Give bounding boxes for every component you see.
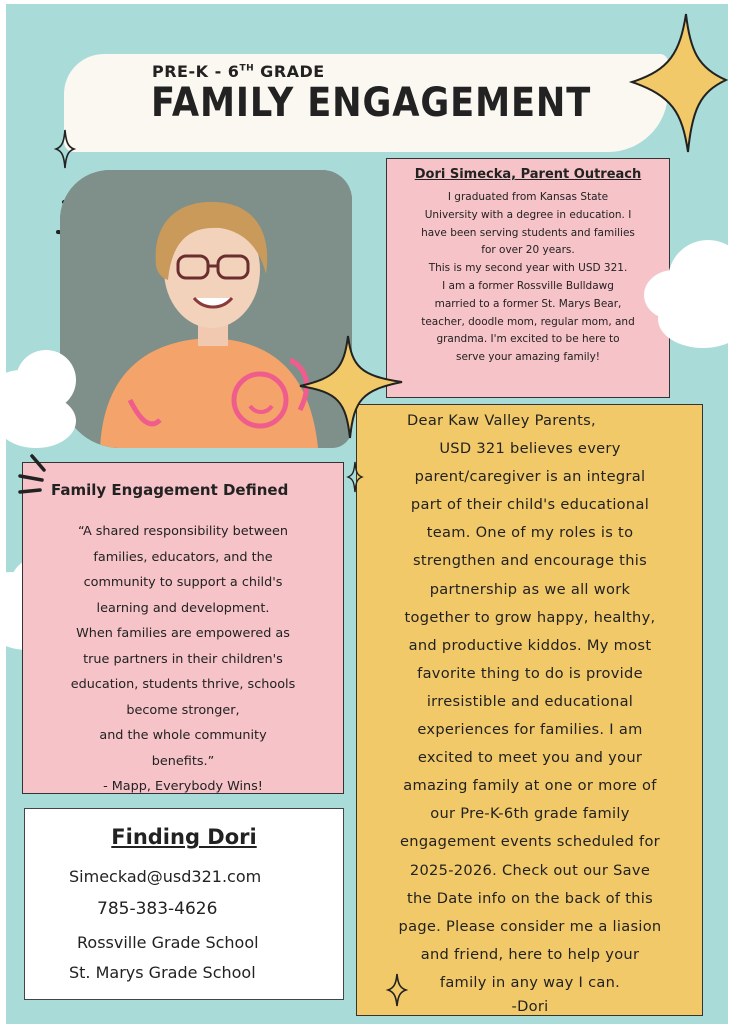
contact-title: Finding Dori <box>111 825 257 849</box>
definition-line: “A shared responsibility between <box>77 524 289 539</box>
letter-line: strengthen and encourage this <box>412 552 647 570</box>
bio-title: Dori Simecka, Parent Outreach <box>414 167 642 182</box>
letter-line: favorite thing to do is provide <box>417 664 643 682</box>
cloud-decoration <box>6 350 82 450</box>
bio-line: I graduated from Kansas State <box>447 191 609 203</box>
definition-line: community to support a child's <box>83 575 283 590</box>
definition-attribution: - Mapp, Everybody Wins! <box>103 779 263 794</box>
letter-line: and friend, here to help your <box>420 945 640 963</box>
star-icon <box>624 10 728 156</box>
page-title: FAMILY ENGAGEMENT <box>151 80 592 126</box>
bio-line: married to a former St. Marys Bear, <box>434 297 622 310</box>
cloud-decoration <box>638 240 728 350</box>
letter-line: and productive kiddos. My most <box>408 636 652 654</box>
letter-line: family in any way I can. <box>439 973 621 991</box>
bio-line: University with a degree in education. I <box>424 208 632 221</box>
letter-line: 2025-2026. Check out our Save <box>409 861 651 879</box>
definition-title: Family Engagement Defined <box>51 481 289 499</box>
sparkle-icon <box>386 972 408 1008</box>
definition-line: benefits.” <box>151 753 215 769</box>
letter-line: the Date info on the back of this <box>406 889 654 907</box>
definition-line: and the whole community <box>99 728 267 743</box>
definition-quote <box>27 519 339 800</box>
letter-line: team. One of my roles is to <box>426 524 634 542</box>
bio-line: have been serving students and families <box>421 226 635 239</box>
letter-line: parent/caregiver is an integral <box>414 468 646 486</box>
email-link[interactable]: Simeckad@usd321.com <box>69 867 262 886</box>
definition-line: When families are empowered as <box>76 626 290 641</box>
letter-signature: -Dori <box>511 997 549 1015</box>
sparkle-icon <box>346 460 364 494</box>
letter-line: irresistible and educational <box>426 692 634 710</box>
sparkle-icon <box>54 128 76 170</box>
bio-line: This is my second year with USD 321. <box>428 262 628 275</box>
bio-text <box>393 189 663 367</box>
letter-line: together to grow happy, healthy, <box>404 608 656 626</box>
definition-line: true partners in their children's <box>83 651 283 667</box>
letter-line: page. Please consider me a liasion <box>398 917 662 935</box>
definition-line: families, educators, and the <box>93 549 273 565</box>
letter-line: USD 321 believes every <box>439 440 621 458</box>
bio-line: I am a former Rossville Bulldawg <box>442 279 614 292</box>
grade-range: PRE-K - 6TH GRADE <box>152 62 325 81</box>
letter-line: part of their child's educational <box>410 496 650 514</box>
definition-card <box>22 462 344 794</box>
letter-greeting: Dear Kaw Valley Parents, <box>407 412 596 429</box>
definition-line: learning and development. <box>96 600 270 616</box>
letter-line: our Pre-K-6th grade family <box>430 805 630 823</box>
accent-lines-icon <box>14 452 54 498</box>
bio-line: grandma. I'm excited to be here to <box>436 333 620 346</box>
star-icon <box>296 332 406 442</box>
definition-line: become stronger, <box>126 702 240 718</box>
bio-line: serve your amazing family! <box>455 351 600 364</box>
definition-line: education, students thrive, schools <box>70 677 296 692</box>
letter-line: amazing family at one or more of <box>403 777 657 795</box>
letter-text <box>363 407 697 1017</box>
letter-line: excited to meet you and your <box>417 749 643 767</box>
letter-line: engagement events scheduled for <box>400 833 660 851</box>
letter-line: partnership as we all work <box>429 580 631 598</box>
school-name: St. Marys Grade School <box>69 963 256 982</box>
bio-line: for over 20 years. <box>481 244 575 257</box>
school-name: Rossville Grade School <box>77 933 259 952</box>
bio-line: teacher, doodle mom, regular mom, and <box>421 315 635 328</box>
contact-card <box>24 808 344 1000</box>
letter-card <box>356 404 703 1016</box>
phone-number[interactable]: 785-383-4626 <box>97 899 218 919</box>
bio-card <box>386 158 670 398</box>
letter-line: experiences for families. I am <box>417 721 643 739</box>
flyer-page <box>6 4 728 1024</box>
